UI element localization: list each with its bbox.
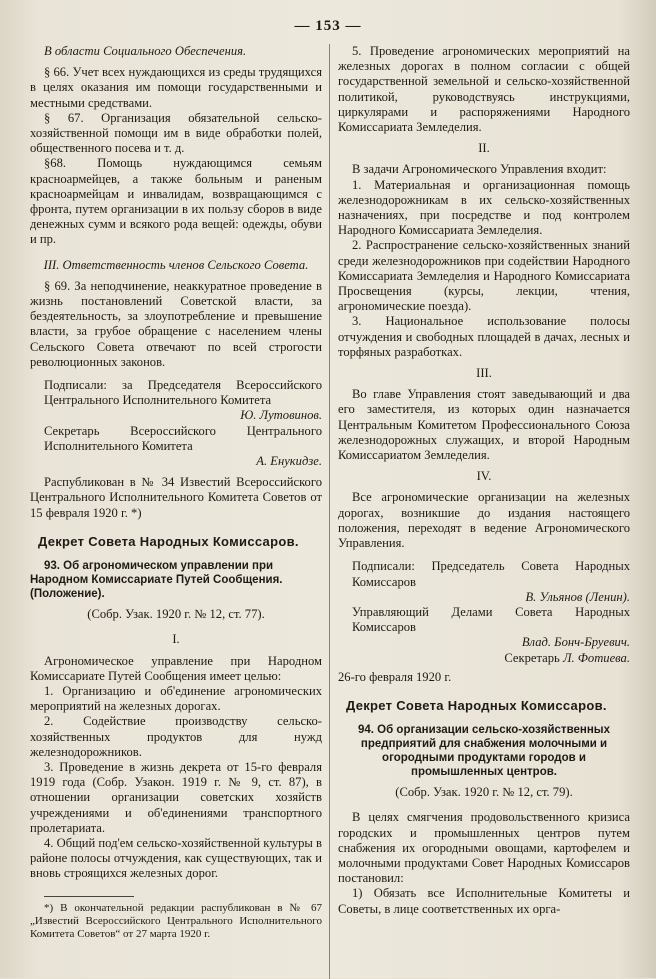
part-1-numeral: I. (172, 632, 180, 647)
column-divider (329, 44, 330, 979)
paragraph-69: § 69. За неподчинение, неаккуратное проведение в жизнь постановлений Советской власти, за бездеятельность, за злоупотребление и превышение власти, за грубое обращение с населением члены Сельского Совета отвечают по всей строгости революционных законов. (30, 278, 322, 369)
decree-94-intro: В целях смягчения продовольственного кризиса городских и промышленных центров путем снабжения их огородными овощами, картофелем и молочными продуктами Совет Народных Комиссаров постановил: (338, 810, 630, 886)
part-4-numeral: IV. (476, 469, 492, 484)
part-2-numeral: II. (478, 141, 490, 156)
item-1: 1. Организацию и об'единение агрономических мероприятий на железных дорогах. (30, 683, 322, 714)
signature-block-1 (30, 378, 322, 469)
secretary2-label: Секретарь (504, 650, 560, 665)
page-number: — 153 — (294, 18, 362, 34)
decree-heading: Декрет Совета Народных Комиссаров. (38, 533, 299, 549)
task-1: 1. Материальная и организационная помощь железнодорожникам в их сельско-хозяйственных назначениях, при посредстве и под контролем Народного Комиссариата Земледелия. (338, 177, 630, 238)
paragraph-67: § 67. Организация обязательной сельско-хозяйственной помощи им в виде обработки полей, общественного посева и т. д. (30, 110, 322, 156)
decree-93-title: 93. Об агрономическом управлении при Народном Комиссариате Путей Сообщения. (Положение). (30, 560, 283, 601)
chairman-line: Подписали: Председатель Совета Народных Комиссаров (352, 559, 630, 589)
decree-93-source: (Собр. Узак. 1920 г. № 12, ст. 77). (87, 607, 265, 622)
signature-block-2 (338, 559, 630, 665)
left-column (30, 44, 322, 941)
item-3: 3. Проведение в жизнь декрета от 15-го февраля 1919 года (Собр. Узакон. 1919 г. № 9, ст. 87), в отношении организации советских хозяйств учреждениями и об'единениями транспортного пролетариата. (30, 759, 322, 835)
item-5: 5. Проведение агрономических мероприятий на железных дорогах в полном согласии с общей государственной земельной и сельско-хозяйственной политикой, руководствуясь инструкциями, циркулярами и распоряжениями Народного Комиссариата Земледелия. (338, 44, 630, 135)
chairman-name: В. Ульянов (Ленин). (525, 589, 630, 604)
publication-note: Распубликован в № 34 Известий Всероссийского Центрального Исполнительного Комитета Советов от 15 февраля 1920 г. *) (30, 475, 322, 520)
secretary-name: А. Енукидзе. (256, 454, 322, 469)
footnote-rule (44, 896, 134, 897)
signer-name: Ю. Лутовинов. (240, 408, 322, 423)
right-column (338, 44, 630, 917)
decree-94-item-1: 1) Обязать все Исполнительные Комитеты и Советы, в лице соответственных их орга- (338, 886, 630, 916)
footnote: *) В окончательной редакции распубликован в № 67 „Известий Всероссийского Центрального Исполнительного Комитета Советов“ от 27 марта 1920 г. (30, 901, 322, 940)
organizations-paragraph: Все агрономические организации на железных дорогах, возникшие до издания настоящего положения, переходят в ведение Агрономического Управления. (338, 490, 630, 551)
decree-date: 26-го февраля 1920 г. (338, 669, 452, 684)
section-social-security-heading: В области Социального Обеспечения. (44, 44, 247, 58)
task-2: 2. Распространение сельско-хозяйственных знаний среди железнодорожников при содействии Народного Комиссариата Земледелия и Народного Комиссариата Просвещения (курсы, лекции, чтения, агрономические поезда). (338, 238, 630, 314)
part-3-numeral: III. (476, 366, 492, 381)
decree-94-title: 94. Об организации сельско-хозяйственных предприятий для снабжения молочными и огородными продуктами городов и промышленных центров. (358, 724, 610, 779)
decree-heading-2: Декрет Совета Народных Комиссаров. (346, 697, 607, 713)
secretary2-line (338, 651, 630, 666)
part-1-intro: Агрономическое управление при Народном Комиссариате Путей Сообщения имеет целью: (30, 653, 322, 683)
task-3: 3. Национальное использование полосы отчуждения и свободных площадей в дачах, лесных и торфяных разработках. (338, 314, 630, 359)
paragraph-68: §68. Помощь нуждающимся семьям красноармейцев, а также больным и раненым красноармейцам и инвалидам, возвращающимся с фронта, путем организации в их пользу сборов в виде денежных сумм и всякого рода вещей: одежды, обуви и пр. (30, 156, 322, 247)
item-2: 2. Содействие производству сельско-хозяйственных продуктов для нужд железнодорожников. (30, 714, 322, 759)
management-paragraph: Во главе Управления стоят заведывающий и два его заместителя, из которых один назначается Центральным Комитетом Профессионального Союза железнодорожных служащих, и второй Народным Комиссариатом Земледелия. (338, 387, 630, 463)
decree-94-source: (Собр. Узак. 1920 г. № 12, ст. 79). (395, 785, 573, 800)
secretary-line: Секретарь Всероссийского Центрального Исполнительного Комитета (44, 423, 322, 453)
manager-name: Влад. Бонч-Бруевич. (521, 635, 630, 650)
section-responsibility-heading: III. Ответственность членов Сельского Совета. (43, 257, 309, 272)
tasks-intro: В задачи Агрономического Управления входит: (352, 162, 607, 177)
item-4: 4. Общий под'ем сельско-хозяйственной культуры в районе полосы отчуждения, как существующих, так и вновь строящихся железных дорог. (30, 835, 322, 881)
manager-line: Управляющий Делами Совета Народных Комиссаров (352, 604, 630, 635)
signed-line: Подписали: за Председателя Всероссийского Центрального Исполнительного Комитета (44, 378, 322, 408)
paragraph-66: § 66. Учет всех нуждающихся из среды трудящихся в целях оказания им помощи государственными и местными средствами. (30, 65, 322, 110)
secretary2-name: Л. Фотиева. (562, 650, 630, 665)
